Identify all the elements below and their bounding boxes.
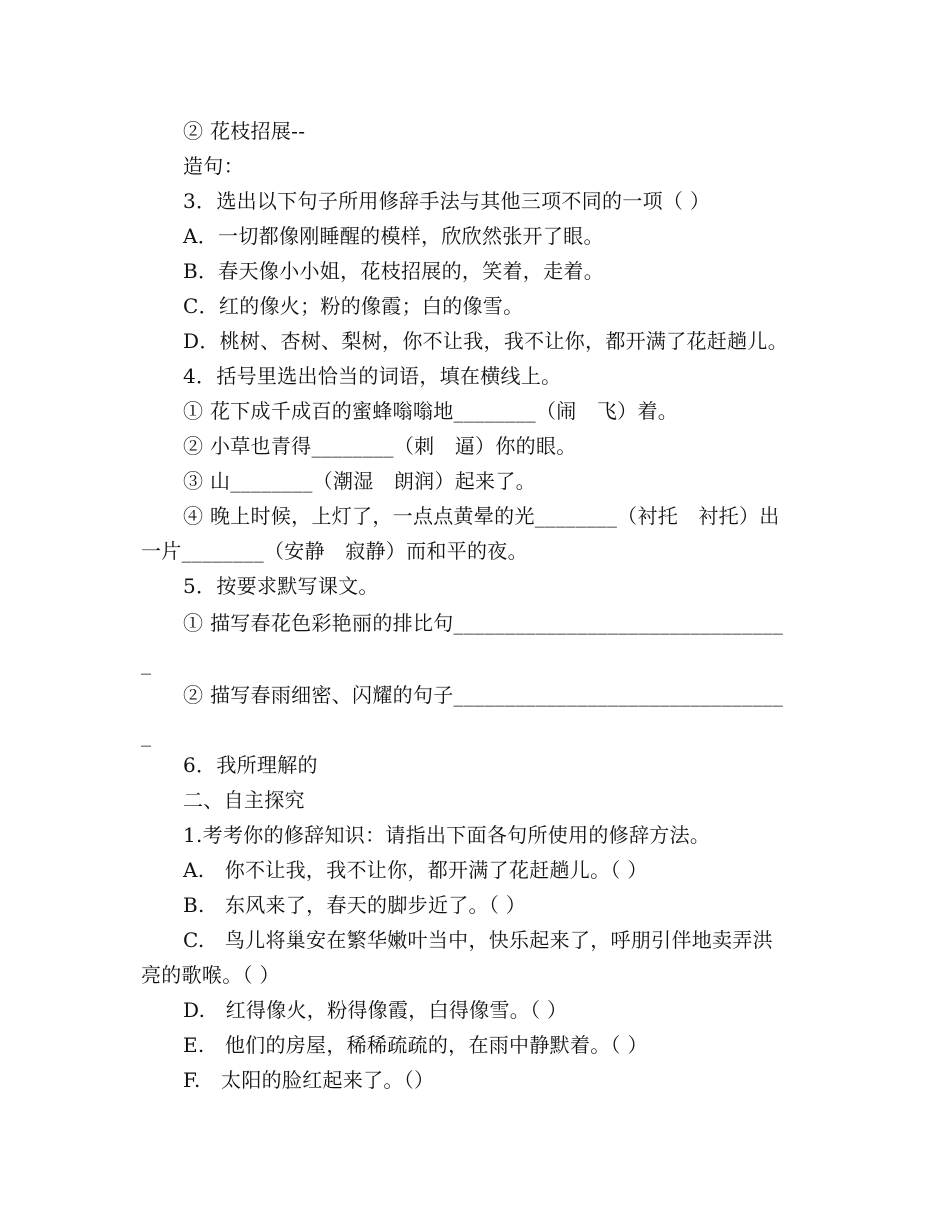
line-7: D．桃树、杏树、梨树，你不让我，我不让你，都开满了花赶趟儿。 — [183, 329, 789, 353]
line-17: ② 描写春雨细密、闪耀的句子________________________________ — [183, 683, 784, 707]
line-10: ② 小草也青得________（刺 逼）你的眼。 — [183, 434, 577, 458]
line-9: ① 花下成千成百的蜜蜂嗡嗡地________（闹 飞）着。 — [183, 399, 679, 423]
line-3: 3．选出以下句子所用修辞手法与其他三项不同的一项（ ） — [183, 189, 711, 213]
line-18: _ — [141, 723, 152, 747]
line-15: ① 描写春花色彩艳丽的排比句________________________________ — [183, 611, 784, 635]
line-1: ② 花枝招展-- — [183, 119, 306, 143]
line-21: 1.考考你的修辞知识：请指出下面各句所使用的修辞方法。 — [183, 823, 711, 847]
line-27: E. 他们的房屋，稀稀疏疏的，在雨中静默着。（ ） — [183, 1033, 648, 1057]
line-22: A. 你不让我，我不让你，都开满了花赶趟儿。（ ） — [183, 858, 648, 882]
line-14: 5．按要求默写课文。 — [183, 574, 379, 598]
line-25: 亮的歌喉。（ ） — [141, 963, 280, 987]
line-26: D. 红得像火，粉得像霞，白得像雪。（ ） — [183, 998, 568, 1022]
line-6: C．红的像火；粉的像霞；白的像雪。 — [183, 294, 524, 318]
line-11: ③ 山________（潮湿 朗润）起来了。 — [183, 469, 536, 493]
line-28: F. 太阳的脸红起来了。（） — [183, 1068, 435, 1092]
line-4: A．一切都像刚睡醒的模样，欣欣然张开了眼。 — [183, 224, 604, 248]
line-13: 一片________（安静 寂静）而和平的夜。 — [141, 539, 528, 563]
line-8: 4．括号里选出恰当的词语，填在横线上。 — [183, 364, 562, 388]
line-5: B．春天像小小姐，花枝招展的，笑着，走着。 — [183, 259, 604, 283]
line-23: B. 东风来了，春天的脚步近了。（ ） — [183, 893, 527, 917]
line-19: 6．我所理解的 — [183, 753, 318, 777]
line-16: _ — [141, 651, 152, 675]
line-24: C. 鸟儿将巢安在繁华嫩叶当中，快乐起来了，呼朋引伴地卖弄洪 — [183, 928, 773, 952]
line-12: ④ 晚上时候，上灯了，一点点黄晕的光________（衬托 衬托）出 — [183, 504, 780, 528]
line-20: 二、自主探究 — [183, 788, 305, 812]
line-2: 造句： — [183, 154, 244, 178]
